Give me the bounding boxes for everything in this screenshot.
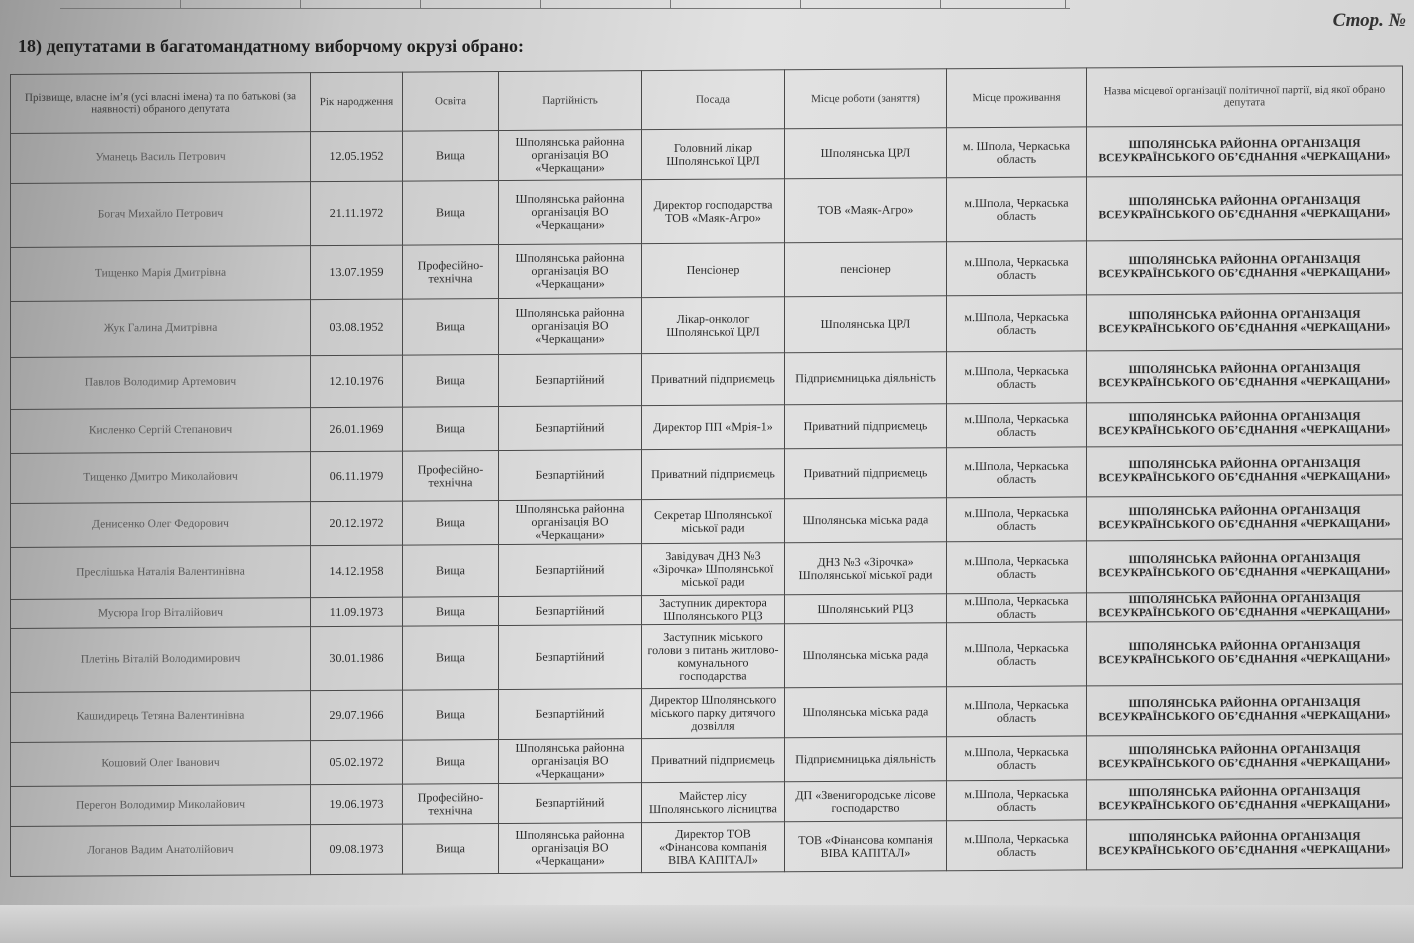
cell-position: Секретар Шполянської міської ради: [642, 499, 785, 544]
cell-party: Безпартійний: [499, 354, 642, 407]
cell-workplace: ТОВ «Маяк-Агро»: [785, 178, 947, 243]
cell-organization: ШПОЛЯНСЬКА РАЙОННА ОРГАНІЗАЦІЯ ВСЕУКРАЇНСЬКОГО ОБ’ЄДНАННЯ «ЧЕРКАЩАНИ»: [1087, 684, 1403, 736]
cell-party: Шполянська районна організація ВО «Черкащани»: [499, 500, 642, 545]
table-row: [11, 125, 1403, 184]
cell-name: Кисленко Сергій Степанович: [11, 408, 311, 454]
cell-position: Директор ТОВ «Фінансова компанія ВІВА КАПІТАЛ»: [642, 822, 785, 873]
cell-education: Вища: [403, 597, 499, 627]
cell-residence: м.Шпола, Черкаська область: [947, 541, 1087, 594]
section-heading: 18) депутатами в багатомандатному виборчому окрузі обрано:: [18, 36, 524, 56]
cell-education: Вища: [403, 824, 499, 875]
cell-education: Вища: [403, 501, 499, 546]
cell-education: Вища: [403, 690, 499, 741]
cell-name: Денисенко Олег Федорович: [11, 502, 311, 548]
cell-position: Приватний підприємець: [642, 738, 785, 783]
cell-education: Вища: [403, 131, 499, 182]
cell-workplace: пенсіонер: [785, 242, 947, 297]
cell-name: Преслішька Наталія Валентинівна: [11, 546, 311, 600]
cell-position: Лікар-онколог Шполянської ЦРЛ: [642, 297, 785, 354]
cell-name: Богач Михайло Петрович: [11, 182, 311, 248]
cell-workplace: Шполянська ЦРЛ: [785, 296, 947, 353]
cell-position: Приватний підприємець: [642, 353, 785, 406]
cell-organization: ШПОЛЯНСЬКА РАЙОННА ОРГАНІЗАЦІЯ ВСЕУКРАЇНСЬКОГО ОБ’ЄДНАННЯ «ЧЕРКАЩАНИ»: [1087, 445, 1403, 497]
table-row: [11, 293, 1403, 358]
cell-position: Пенсіонер: [642, 243, 785, 298]
header-position: Посада: [642, 70, 785, 130]
cell-education: Вища: [403, 181, 499, 246]
cell-workplace: ДНЗ №3 «Зірочка» Шполянської міської ради: [785, 542, 947, 595]
cell-party: Шполянська районна організація ВО «Черкащани»: [499, 823, 642, 874]
table-row: [11, 445, 1403, 504]
page-bottom-edge: [0, 905, 1414, 943]
header-residence: Місце проживання: [947, 68, 1087, 128]
cell-education: Професійно-технічна: [403, 784, 499, 825]
cell-education: Вища: [403, 407, 499, 452]
header-workplace: Місце роботи (заняття): [785, 69, 947, 129]
cell-residence: м. Шпола, Черкаська область: [947, 127, 1087, 178]
cell-residence: м.Шпола, Черкаська область: [947, 622, 1087, 687]
cell-born: 26.01.1969: [311, 407, 403, 452]
cell-born: 14.12.1958: [311, 545, 403, 598]
cell-born: 11.09.1973: [311, 597, 403, 627]
cell-residence: м.Шпола, Черкаська область: [947, 780, 1087, 821]
cell-workplace: Шполянська міська рада: [785, 498, 947, 543]
header-party: Партійність: [499, 71, 642, 131]
cell-education: Вища: [403, 740, 499, 785]
cell-organization: ШПОЛЯНСЬКА РАЙОННА ОРГАНІЗАЦІЯ ВСЕУКРАЇНСЬКОГО ОБ’ЄДНАННЯ «ЧЕРКАЩАНИ»: [1087, 818, 1403, 870]
cell-name: Павлов Володимир Артемович: [11, 356, 311, 410]
cell-workplace: Шполянський РЦЗ: [785, 594, 947, 624]
cell-workplace: Шполянська ЦРЛ: [785, 128, 947, 179]
cell-residence: м.Шпола, Черкаська область: [947, 820, 1087, 871]
cell-born: 12.05.1952: [311, 131, 403, 182]
cell-organization: ШПОЛЯНСЬКА РАЙОННА ОРГАНІЗАЦІЯ ВСЕУКРАЇНСЬКОГО ОБ’ЄДНАННЯ «ЧЕРКАЩАНИ»: [1087, 495, 1403, 541]
cell-education: Вища: [403, 545, 499, 598]
cell-position: Завідувач ДНЗ №3 «Зірочка» Шполянської міської ради: [642, 543, 785, 596]
cell-residence: м.Шпола, Черкаська область: [947, 403, 1087, 448]
table-header-row: [11, 66, 1403, 134]
cell-education: Професійно-технічна: [403, 451, 499, 502]
cell-party: Безпартійний: [499, 450, 642, 501]
cell-residence: м.Шпола, Черкаська область: [947, 686, 1087, 737]
cell-name: Кошовий Олег Іванович: [11, 741, 311, 787]
cell-position: Приватний підприємець: [642, 449, 785, 500]
page-number: Стор. №: [1332, 10, 1406, 31]
cell-education: Вища: [403, 299, 499, 356]
cell-position: Майстер лісу Шполянського лісництва: [642, 782, 785, 823]
table-row: [11, 818, 1403, 877]
cell-born: 20.12.1972: [311, 501, 403, 546]
previous-table-edge: [60, 0, 1070, 9]
cell-born: 09.08.1973: [311, 824, 403, 875]
cell-party: Безпартійний: [499, 544, 642, 597]
cell-organization: ШПОЛЯНСЬКА РАЙОННА ОРГАНІЗАЦІЯ ВСЕУКРАЇНСЬКОГО ОБ’ЄДНАННЯ «ЧЕРКАЩАНИ»: [1087, 591, 1403, 622]
cell-residence: м.Шпола, Черкаська область: [947, 351, 1087, 404]
cell-organization: ШПОЛЯНСЬКА РАЙОННА ОРГАНІЗАЦІЯ ВСЕУКРАЇНСЬКОГО ОБ’ЄДНАННЯ «ЧЕРКАЩАНИ»: [1087, 293, 1403, 351]
table-row: [11, 539, 1403, 600]
cell-organization: ШПОЛЯНСЬКА РАЙОННА ОРГАНІЗАЦІЯ ВСЕУКРАЇНСЬКОГО ОБ’ЄДНАННЯ «ЧЕРКАЩАНИ»: [1087, 349, 1403, 403]
cell-party: Шполянська районна організація ВО «Черкащани»: [499, 130, 642, 181]
cell-party: Шполянська районна організація ВО «Черкащани»: [499, 180, 642, 245]
cell-organization: ШПОЛЯНСЬКА РАЙОННА ОРГАНІЗАЦІЯ ВСЕУКРАЇНСЬКОГО ОБ’ЄДНАННЯ «ЧЕРКАЩАНИ»: [1087, 778, 1403, 820]
cell-position: Директор ПП «Мрія-1»: [642, 405, 785, 450]
cell-name: Тищенко Дмитро Миколайович: [11, 452, 311, 504]
cell-organization: ШПОЛЯНСЬКА РАЙОННА ОРГАНІЗАЦІЯ ВСЕУКРАЇНСЬКОГО ОБ’ЄДНАННЯ «ЧЕРКАЩАНИ»: [1087, 239, 1403, 295]
cell-organization: ШПОЛЯНСЬКА РАЙОННА ОРГАНІЗАЦІЯ ВСЕУКРАЇНСЬКОГО ОБ’ЄДНАННЯ «ЧЕРКАЩАНИ»: [1087, 401, 1403, 447]
cell-name: Мусюра Ігор Віталійович: [11, 598, 311, 629]
cell-name: Жук Галина Дмитрівна: [11, 300, 311, 358]
cell-education: Вища: [403, 626, 499, 691]
cell-born: 19.06.1973: [311, 784, 403, 825]
cell-workplace: Шполянська міська рада: [785, 687, 947, 738]
cell-workplace: Підприємницька діяльність: [785, 352, 947, 405]
cell-workplace: ДП «Звенигородське лісове господарство: [785, 781, 947, 822]
cell-organization: ШПОЛЯНСЬКА РАЙОННА ОРГАНІЗАЦІЯ ВСЕУКРАЇНСЬКОГО ОБ’ЄДНАННЯ «ЧЕРКАЩАНИ»: [1087, 734, 1403, 780]
cell-workplace: Приватний підприємець: [785, 404, 947, 449]
cell-education: Вища: [403, 355, 499, 408]
cell-born: 21.11.1972: [311, 181, 403, 246]
cell-born: 29.07.1966: [311, 690, 403, 741]
cell-party: Безпартійний: [499, 783, 642, 824]
cell-position: Заступник міського голови з питань житлово-комунального господарства: [642, 624, 785, 689]
table-row: [11, 175, 1403, 248]
cell-party: Шполянська районна організація ВО «Черкащани»: [499, 739, 642, 784]
cell-workplace: Підприємницька діяльність: [785, 737, 947, 782]
cell-party: Безпартійний: [499, 406, 642, 451]
cell-name: Кашидирець Тетяна Валентинівна: [11, 691, 311, 743]
cell-workplace: ТОВ «Фінансова компанія ВІВА КАПІТАЛ»: [785, 821, 947, 872]
cell-party: Шполянська районна організація ВО «Черкащани»: [499, 244, 642, 299]
cell-residence: м.Шпола, Черкаська область: [947, 447, 1087, 498]
cell-born: 13.07.1959: [311, 245, 403, 300]
cell-residence: м.Шпола, Черкаська область: [947, 497, 1087, 542]
header-organization: Назва місцевої організації політичної партії, від якої обрано депутата: [1087, 66, 1403, 127]
cell-party: Шполянська районна організація ВО «Черкащани»: [499, 298, 642, 355]
cell-organization: ШПОЛЯНСЬКА РАЙОННА ОРГАНІЗАЦІЯ ВСЕУКРАЇНСЬКОГО ОБ’ЄДНАННЯ «ЧЕРКАЩАНИ»: [1087, 620, 1403, 686]
cell-residence: м.Шпола, Черкаська область: [947, 736, 1087, 781]
cell-education: Професійно-технічна: [403, 245, 499, 300]
cell-name: Тищенко Марія Дмитрівна: [11, 246, 311, 302]
cell-born: 30.01.1986: [311, 626, 403, 691]
cell-position: Заступник директора Шполянського РЦЗ: [642, 595, 785, 625]
header-born: Рік народження: [311, 72, 403, 132]
cell-residence: м.Шпола, Черкаська область: [947, 177, 1087, 242]
cell-name: Уманець Василь Петрович: [11, 132, 311, 184]
cell-workplace: Шполянська міська рада: [785, 623, 947, 688]
header-name: Прізвище, власне ім’я (усі власні імена) та по батькові (за наявності) обраного депутата: [11, 73, 311, 134]
cell-residence: м.Шпола, Черкаська область: [947, 295, 1087, 352]
cell-residence: м.Шпола, Черкаська область: [947, 241, 1087, 296]
table-row: [11, 620, 1403, 693]
cell-name: Перегон Володимир Миколайович: [11, 785, 311, 827]
cell-party: Безпартійний: [499, 596, 642, 626]
cell-position: Головний лікар Шполянської ЦРЛ: [642, 129, 785, 180]
cell-organization: ШПОЛЯНСЬКА РАЙОННА ОРГАНІЗАЦІЯ ВСЕУКРАЇНСЬКОГО ОБ’ЄДНАННЯ «ЧЕРКАЩАНИ»: [1087, 125, 1403, 177]
table-row: [11, 684, 1403, 743]
cell-residence: м.Шпола, Черкаська область: [947, 593, 1087, 623]
cell-party: Безпартійний: [499, 625, 642, 690]
cell-born: 06.11.1979: [311, 451, 403, 502]
cell-organization: ШПОЛЯНСЬКА РАЙОННА ОРГАНІЗАЦІЯ ВСЕУКРАЇНСЬКОГО ОБ’ЄДНАННЯ «ЧЕРКАЩАНИ»: [1087, 175, 1403, 241]
cell-born: 12.10.1976: [311, 355, 403, 408]
cell-name: Плетінь Віталій Володимирович: [11, 627, 311, 693]
cell-born: 03.08.1952: [311, 299, 403, 356]
cell-born: 05.02.1972: [311, 740, 403, 785]
cell-workplace: Приватний підприємець: [785, 448, 947, 499]
cell-organization: ШПОЛЯНСЬКА РАЙОННА ОРГАНІЗАЦІЯ ВСЕУКРАЇНСЬКОГО ОБ’ЄДНАННЯ «ЧЕРКАЩАНИ»: [1087, 539, 1403, 593]
header-education: Освіта: [403, 72, 499, 132]
table-row: [11, 349, 1403, 410]
deputies-table: [10, 65, 1403, 877]
cell-position: Директор господарства ТОВ «Маяк-Агро»: [642, 179, 785, 244]
table-row: [11, 239, 1403, 302]
cell-position: Директор Шполянського міського парку дитячого дозвілля: [642, 688, 785, 739]
cell-name: Логанов Вадим Анатолійович: [11, 825, 311, 877]
cell-party: Безпартійний: [499, 689, 642, 740]
